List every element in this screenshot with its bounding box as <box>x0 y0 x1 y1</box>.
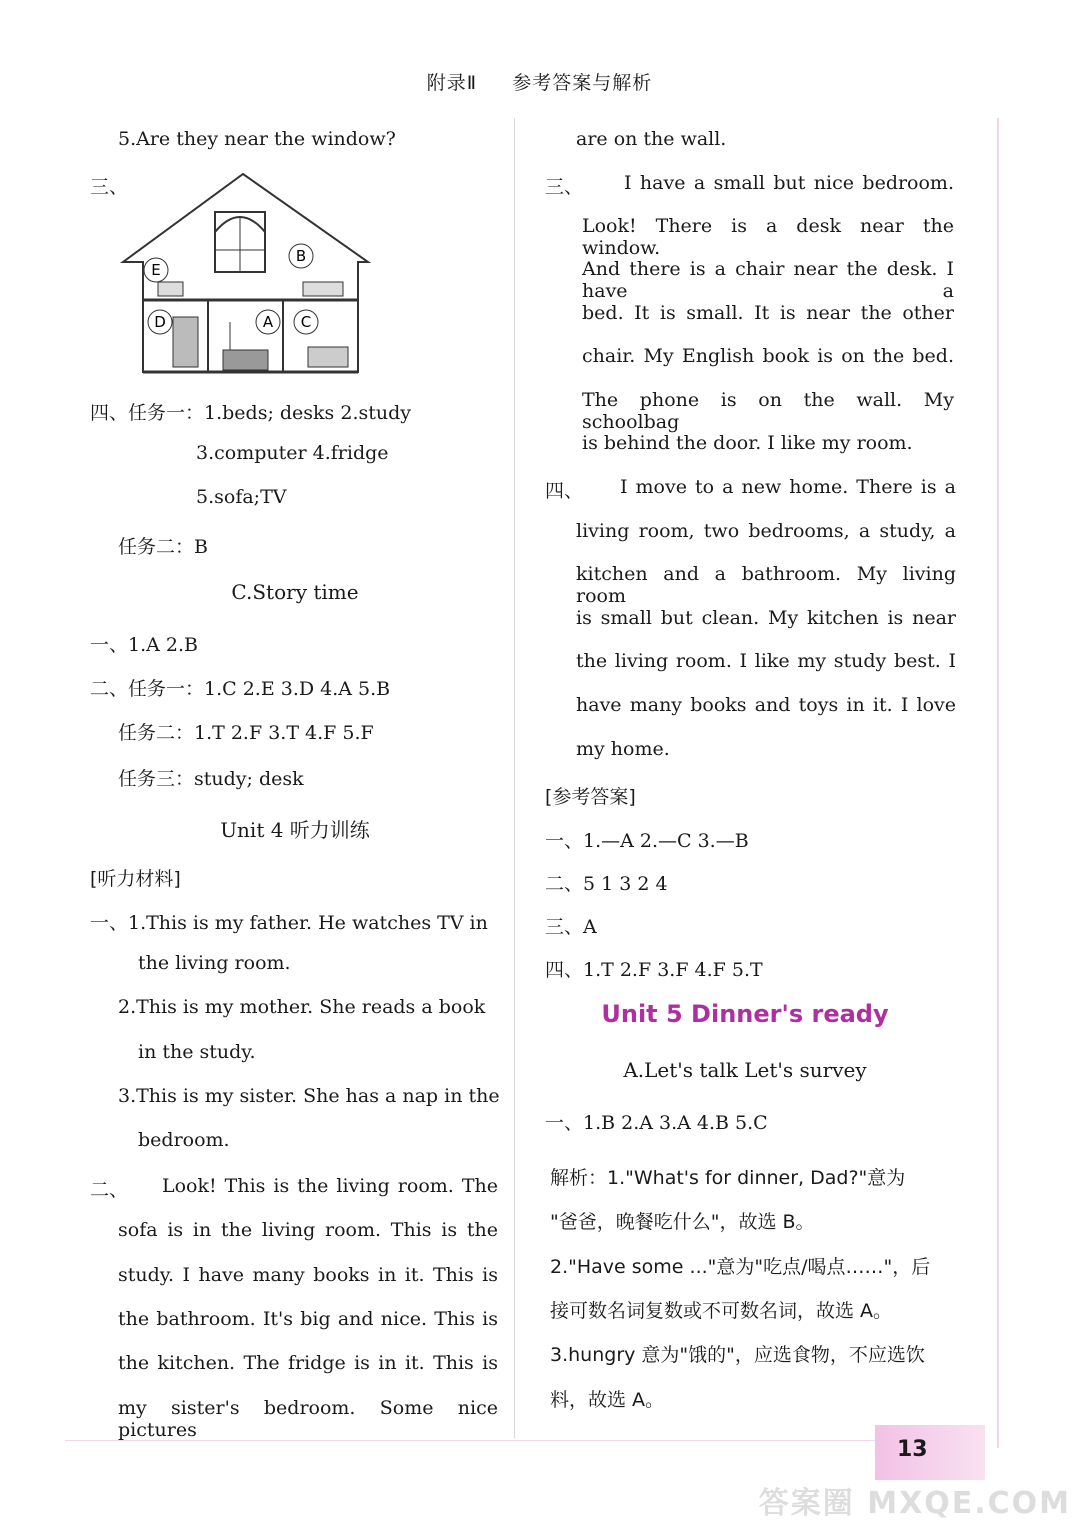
section-3-passage-label: 三、 <box>545 176 584 198</box>
unit-5-title: Unit 5 Dinner's ready <box>601 1000 889 1028</box>
left-line-6: 任务二：B <box>118 536 208 558</box>
passage-2-line-6: my sister's bedroom. Some nice pictures <box>118 1397 498 1441</box>
bottom-rule <box>65 1440 875 1441</box>
house-letter-a: A <box>262 313 274 331</box>
explanation-line-4: 接可数名词复数或不可数名词，故选 A。 <box>550 1300 893 1322</box>
q2-line-b: in the study. <box>138 1041 256 1063</box>
r2-line-6: The phone is on the wall. My schoolbag <box>582 389 954 433</box>
left-line-5: 5.sofa;TV <box>196 486 287 508</box>
passage-2-line-4: the bathroom. It's big and nice. This is <box>118 1308 498 1330</box>
header-title: 参考答案与解析 <box>512 72 653 94</box>
house-letter-b: B <box>295 247 307 265</box>
left-line-1: 5.Are they near the window? <box>118 128 396 150</box>
explanation-line-1: 解析：1."What's for dinner, Dad?"意为 <box>550 1167 906 1189</box>
q1-line-b: the living room. <box>138 952 291 974</box>
house-letter-c: C <box>300 313 312 331</box>
left-line-8: 二、任务一：1.C 2.E 3.D 4.A 5.B <box>90 678 391 700</box>
r3-line-2: living room, two bedrooms, a study, a <box>576 520 956 542</box>
q3-line-b: bedroom. <box>138 1129 230 1151</box>
r3-line-1: I move to a new home. There is a <box>620 476 956 498</box>
house-letter-e: E <box>151 261 161 279</box>
left-line-4: 3.computer 4.fridge <box>196 442 389 464</box>
right-margin-rule <box>997 118 999 1448</box>
column-divider <box>514 118 515 1438</box>
r3-line-4: is small but clean. My kitchen is near <box>576 607 956 629</box>
page-header <box>0 68 1079 95</box>
r2-line-7: is behind the door. I like my room. <box>582 432 913 454</box>
r3-line-5: the living room. I like my study best. I <box>576 650 956 672</box>
r3-line-3: kitchen and a bathroom. My living room <box>576 563 956 607</box>
unit-4-title: Unit 4 听力训练 <box>220 818 370 842</box>
house-letter-d: D <box>154 313 166 331</box>
section-4-passage-label: 四、 <box>545 480 584 502</box>
house-illustration <box>118 172 373 382</box>
explanation-line-5: 3.hungry 意为"饿的"，应选食物，不应选饮 <box>550 1344 925 1366</box>
answer-line-3: 三、A <box>545 916 597 938</box>
left-line-9: 任务二：1.T 2.F 3.T 4.F 5.F <box>118 722 374 744</box>
answers-label: [参考答案] <box>545 786 636 808</box>
r3-line-7: my home. <box>576 738 670 760</box>
page-number: 13 <box>897 1437 928 1462</box>
appendix-label: 附录Ⅱ <box>426 72 478 94</box>
lets-talk-title: A.Let's talk Let's survey <box>623 1058 867 1082</box>
explanation-line-6: 料，故选 A。 <box>550 1389 665 1411</box>
passage-2-line-5: the kitchen. The fridge is in it. This is <box>118 1352 498 1374</box>
r2-line-5: chair. My English book is on the bed. <box>582 345 954 367</box>
page-number-tab <box>875 1425 985 1480</box>
passage-2-line-1: Look! This is the living room. The <box>162 1175 498 1197</box>
right-line-1: are on the wall. <box>576 128 727 150</box>
left-line-10: 任务三：study; desk <box>118 768 304 790</box>
r3-line-6: have many books and toys in it. I love <box>576 694 956 716</box>
r2-line-2: Look! There is a desk near the window. <box>582 215 954 259</box>
r2-line-4: bed. It is small. It is near the other <box>582 302 954 324</box>
explanation-line-3: 2."Have some ..."意为"吃点/喝点……"，后 <box>550 1256 931 1278</box>
answer-line-4: 四、1.T 2.F 3.F 4.F 5.T <box>545 959 763 981</box>
q2-line-a: 2.This is my mother. She reads a book <box>118 996 486 1018</box>
passage-2-label: 二、 <box>90 1179 129 1201</box>
left-line-3: 四、任务一：1.beds; desks 2.study <box>90 402 411 424</box>
passage-2-line-2: sofa is in the living room. This is the <box>118 1219 498 1241</box>
explanation-line-2: "爸爸，晚餐吃什么"，故选 B。 <box>550 1211 815 1233</box>
q1-line-a: 一、1.This is my father. He watches TV in <box>90 912 488 934</box>
watermark: 答案圈 MXQE.COM <box>758 1486 1071 1521</box>
answer-line-5: 一、1.B 2.A 3.A 4.B 5.C <box>545 1112 768 1134</box>
passage-2-line-3: study. I have many books in it. This is <box>118 1264 498 1286</box>
r2-line-3: And there is a chair near the desk. I have a <box>582 258 954 302</box>
answer-line-2: 二、5 1 3 2 4 <box>545 873 668 895</box>
answer-line-1: 一、1.—A 2.—C 3.—B <box>545 830 749 852</box>
left-line-7: 一、1.A 2.B <box>90 634 198 656</box>
q3-line-a: 3.This is my sister. She has a nap in the <box>118 1085 500 1107</box>
material-label: [听力材料] <box>90 868 181 890</box>
section-3-label: 三、 <box>90 176 129 198</box>
r2-line-1: I have a small but nice bedroom. <box>624 172 954 194</box>
story-time-title: C.Story time <box>231 580 359 604</box>
